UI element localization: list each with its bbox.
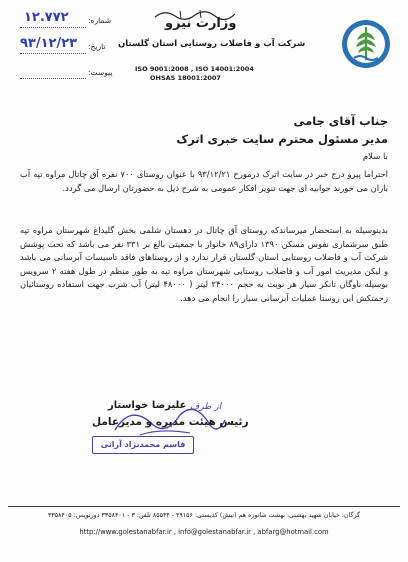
ministry-name: وزارت نیرو (165, 16, 237, 31)
date-label: تاریخ: (88, 42, 106, 51)
on-behalf-handwriting: از طرف (190, 402, 222, 412)
company-name: شرکت آب و فاضلاب روستایی استان گلستان (118, 39, 306, 49)
number-line (20, 27, 86, 28)
signature-block (0, 400, 408, 490)
iso-certification-2: OHSAS 18001:2007 (150, 74, 221, 82)
addressee-name: جناب آقای جامی (293, 114, 388, 128)
number-label: شماره: (88, 16, 111, 25)
signatory-stamp: قاسم محمدنژاد آرانی (92, 436, 194, 454)
addressee-title: مدیر مسئول محترم سایت خبری اترک (176, 132, 388, 146)
date-line (20, 53, 86, 54)
signatory-name: علیرضا خواستار (108, 400, 187, 411)
company-logo-icon (340, 18, 392, 70)
paragraph-body: بدینوسیله به استحضار میرساندکه روستای آق چاتال در دهستان شلمی بخش گلیداغ شهرستان مراوه تپه طبق سرشماری نفوس مسکن ۱۳۹۰ دارای۸۹ خانوار با جمعیتی بالغ بر ۳۳۱ نفر می باشد که تحت پوشش شرکت آب و فاضلاب روستایی استان گلستان قرار ندارد و از روستاهای فاقد تاسیسات آبرسانی می باشد و لیکن مدیریت امور آب و فاضلاب روستایی شهرستان مراوه تپه به طور منظم در طول هفته ۲ سرویس بوسیله ناوگان تانکر سیار هر نوبت به حجم ۲۴۰۰۰ لیتر ( ۴۸۰۰۰ لیتر) آب شرب جهت استفاده روستائیان زحمتکش این روستا عملیات آبرسانی سیار را انجام می دهد. (20, 225, 388, 303)
attachment-label: پیوست: (88, 68, 113, 77)
footer-divider (8, 506, 400, 507)
date-value: ۹۳/۱۲/۲۳ (20, 36, 78, 51)
footer-web: http://www.golestanabfar.ir , info@golestanabfar.ir , abfarg@hotmail.com (79, 528, 329, 536)
signatory-title: رئیس هیئت مدیره و مدیرعامل (92, 416, 249, 428)
iso-certification-1: ISO 9001:2008 , ISO 14001:2004 (135, 65, 254, 73)
attachment-line (20, 78, 86, 79)
paragraph-intro: احتراما پیرو درج خبر در سایت اترک درمورخ ۹۳/۱۲/۲۱ با عنوان روستای ۷۰۰ نفره آق چاتال مراوه تپه آب باران می خورند جوابیه ای جهت تنویر افکار عمومی به شرح ذیل به حضورتان ارسال می گردد. (20, 169, 389, 193)
greeting: با سلام (362, 152, 388, 162)
number-value: ۱۲.۷۷۲ (24, 10, 69, 25)
footer-address: گرگان: خیابان شهید بهشتی، بهشت شاتوره هم (نبش) کدپستی: ۴۹۱۵۶ - ۸۵۵۳۴ تلفن: ۳ - ۳۳۵۸۴۰۱ دورنویس: ۳۳۵۸۴۰۵ (48, 512, 360, 519)
